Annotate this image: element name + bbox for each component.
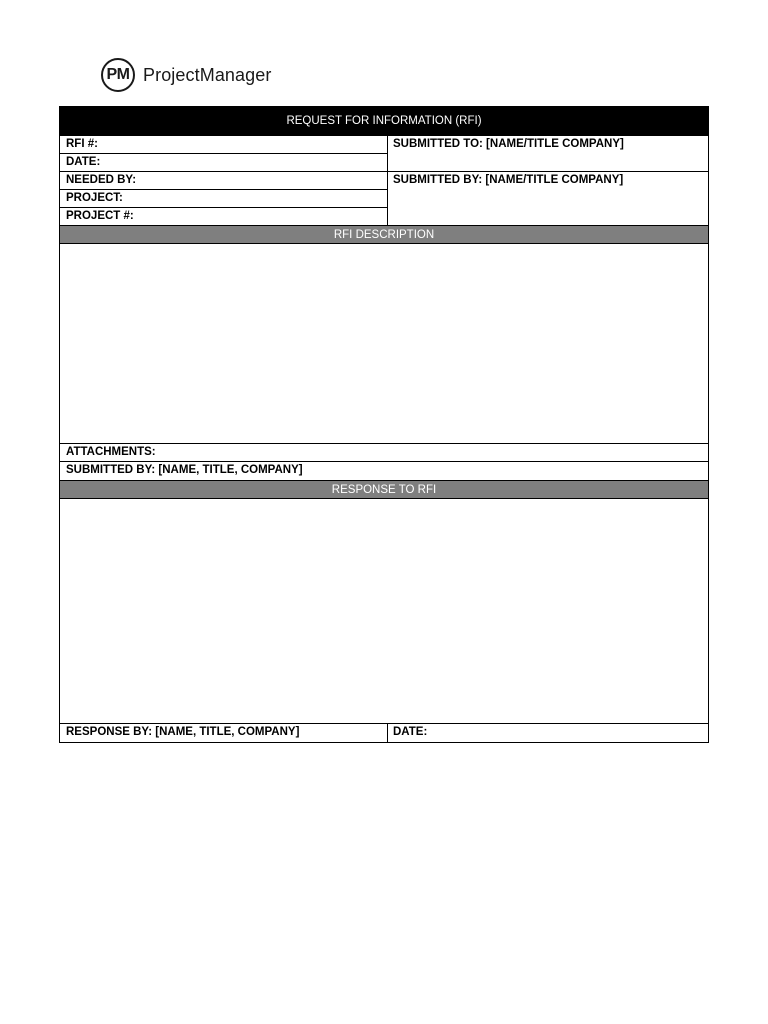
response-date-field[interactable]: DATE: (393, 726, 428, 738)
needed-by-field[interactable]: NEEDED BY: (60, 172, 387, 190)
response-section (59, 499, 709, 743)
rfi-description-section (59, 244, 709, 481)
response-by-field[interactable]: RESPONSE BY: [NAME, TITLE, COMPANY] (60, 724, 388, 742)
attachments-field[interactable]: ATTACHMENTS: (60, 444, 708, 462)
submitted-by-footer-field[interactable]: SUBMITTED BY: [NAME, TITLE, COMPANY] (66, 464, 303, 476)
response-header: RESPONSE TO RFI (59, 481, 709, 499)
response-footer-row (60, 724, 708, 742)
pm-logo-icon: PM (101, 58, 135, 92)
rfi-info-right (388, 136, 708, 225)
submitted-by-field[interactable]: SUBMITTED BY: [NAME/TITLE COMPANY] (393, 174, 624, 186)
response-area[interactable] (60, 499, 708, 724)
project-number-field[interactable]: PROJECT #: (66, 210, 134, 222)
date-field[interactable]: DATE: (60, 154, 387, 172)
rfi-description-header: RFI DESCRIPTION (59, 226, 709, 244)
rfi-info-section (59, 136, 709, 226)
project-field[interactable]: PROJECT: (60, 190, 387, 208)
rfi-info-left (60, 136, 388, 225)
logo-wordmark: ProjectManager (143, 64, 272, 85)
rfi-description-area[interactable] (60, 244, 708, 444)
rfi-number-field[interactable]: RFI #: (60, 136, 387, 154)
projectmanager-logo (92, 50, 297, 100)
form-title: REQUEST FOR INFORMATION (RFI) (59, 106, 709, 136)
submitted-to-field[interactable]: SUBMITTED TO: [NAME/TITLE COMPANY] (388, 136, 708, 172)
rfi-form (59, 106, 709, 743)
